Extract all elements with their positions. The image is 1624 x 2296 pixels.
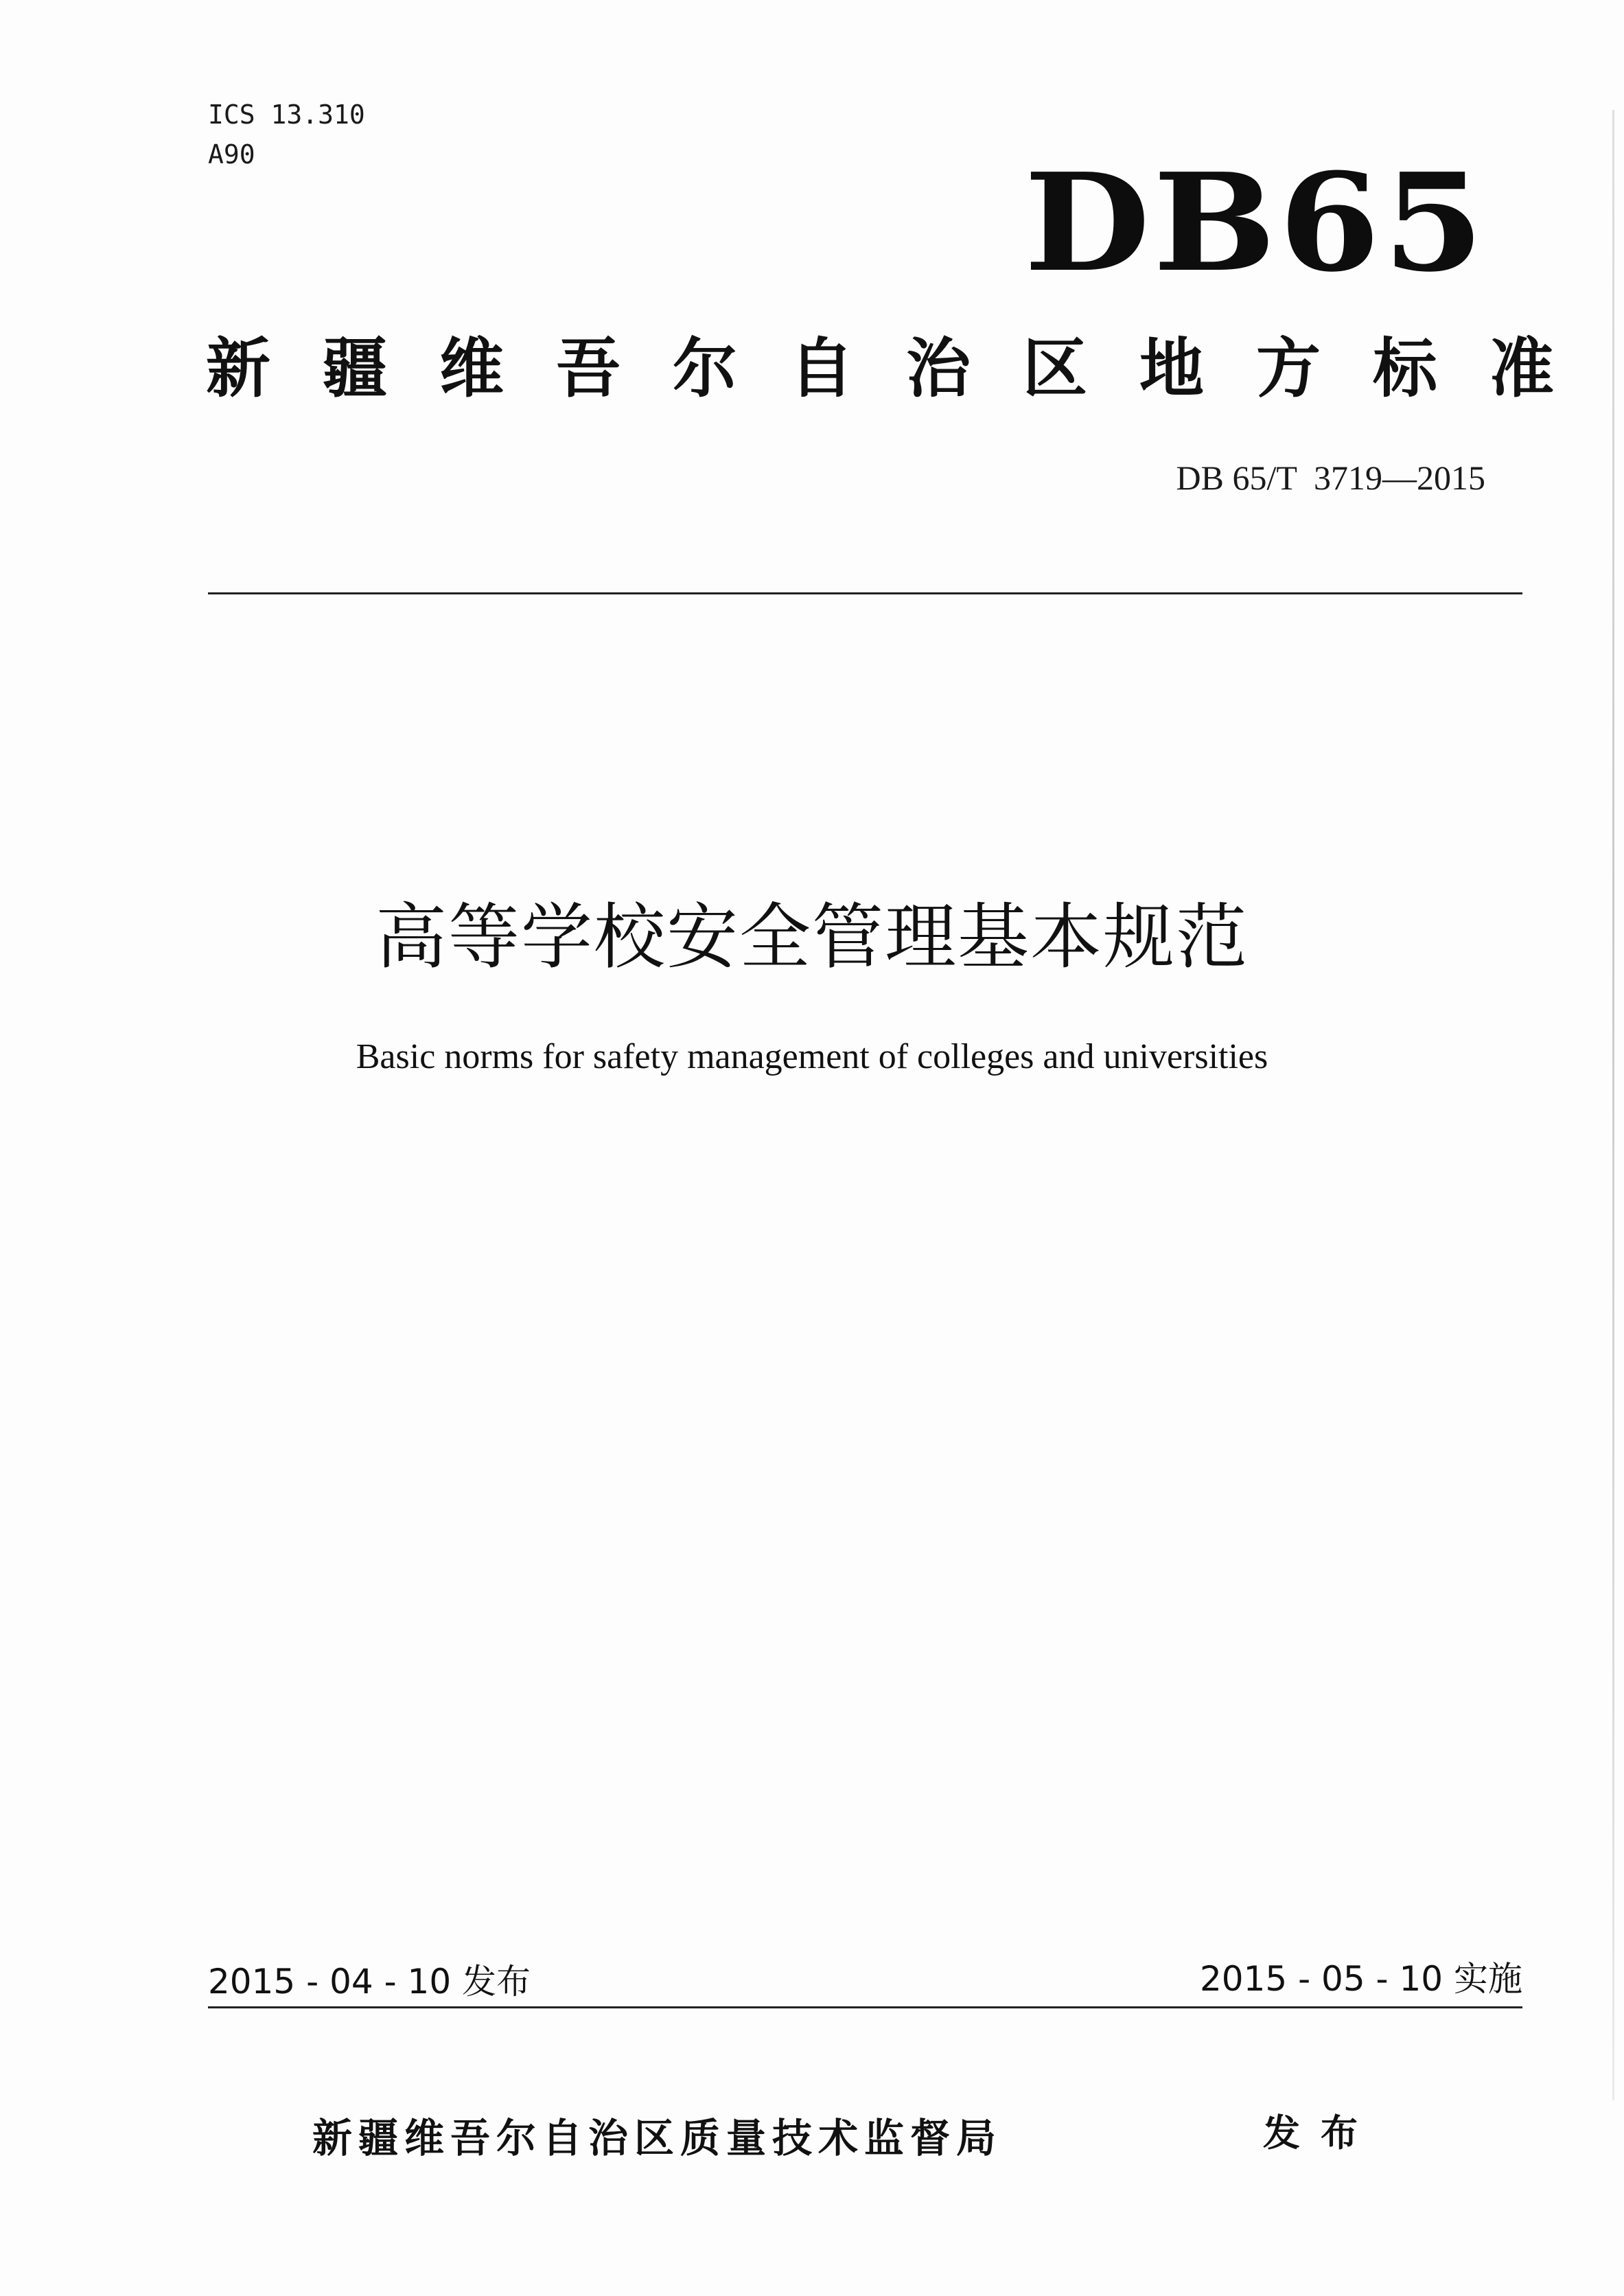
ics-code: ICS 13.310 <box>208 100 365 130</box>
document-title-chinese: 高等学校安全管理基本规范 <box>375 895 1249 979</box>
standard-logo: DB65 <box>1023 144 1487 302</box>
classification-block <box>208 95 365 174</box>
top-divider <box>208 592 1522 594</box>
issue-date: 2015 - 04 - 10 发布 <box>208 1962 531 2002</box>
issuing-authority: 新疆维吾尔自治区质量技术监督局 <box>312 2115 1003 2161</box>
scan-edge <box>1612 110 1614 2100</box>
standard-number: DB 65/T 3719—2015 <box>1176 459 1485 497</box>
document-title-english: Basic norms for safety management of colleges and universities <box>356 1037 1268 1076</box>
implementation-date: 2015 - 05 - 10 实施 <box>1199 1959 1522 1999</box>
standard-type-heading: 新疆维吾尔自治区地方标准 <box>206 332 1607 406</box>
publish-label: 发布 <box>1263 2111 1378 2155</box>
bottom-divider <box>208 2006 1522 2008</box>
ccs-code: A90 <box>208 139 255 170</box>
